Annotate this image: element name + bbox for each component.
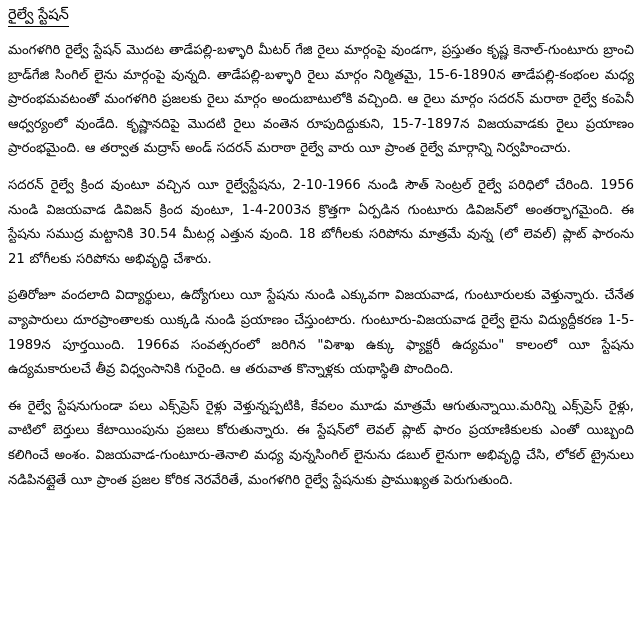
page-title: రైల్వే స్టేషన్ <box>8 4 69 27</box>
paragraph-commuters: ప్రతిరోజూ వందలాది విద్యార్థులు, ఉద్యోగులు యీ స్టేషను నుండి ఎక్కువగా విజయవాడ, గుంటూరులకు వెళ్తున్నారు. చేనేత వ్యాపారులు దూరప్రాంతాలకు యిక్కడి నుండి ప్రయాణం చేస్తుంటారు. గుంటూరు-విజయవాడ రైల్వే లైను విద్యుద్దీకరణ 1-5-1989న పూర్తయింది. 1966వ సంవత్సరంలో జరిగిన "విశాఖ ఉక్కు ఫ్యాక్టరీ ఉద్యమం" కాలంలో యీ స్టేషను ఉద్యమకారులచే తీవ్ర విధ్వంసానికి గురైంది. ఆ తరువాత కొన్నాళ్లకు యథాస్థితి పొందింది. <box>8 288 634 378</box>
paragraph-services: ఈ రైల్వే స్టేషనుగుండా పలు ఎక్స్‌ప్రెస్ రైళ్లు వెళ్తున్నప్పటికి, కేవలం మూడు మాత్రమే ఆగుతున్నాయి.మరిన్ని ఎక్స్‌ప్రెస్ రైళ్లు, వాటిలో బెర్తులు కేటాయింపును ప్రజలు కోరుతున్నారు. ఈ స్టేషన్‌లో లెవల్ ప్లాట్ ఫారం ప్రయాణికులకు ఎంతో యిబ్బంది కలిగించే అంశం. విజయవాడ-గుంటూరు-తెనాలి మధ్య వున్నసింగిల్ లైనును డబుల్ లైనుగా అభివృద్ధి చేసి, లోకల్ ట్రైనులు నడిపినట్లైతే యీ ప్రాంత ప్రజల కోరిక నెరవేరితే, మంగళగిరి రైల్వే స్టేషనుకు ప్రాముఖ్యత పెరుగుతుంది. <box>8 398 634 488</box>
paragraph-history: మంగళగిరి రైల్వే స్టేషన్ మొదట తాడేపల్లి-బళ్ళారి మీటర్ గేజి రైలు మార్గంపై వుండగా, ప్రస్తుతం కృష్ణ కెనాల్-గుంటూరు బ్రాంచి బ్రాడ్‌గేజి సింగిల్ లైను మార్గంపై వున్నది. తాడేపల్లి-బళ్ళారి రైలు మార్గం నిర్మితమై, 15-6-1890న తాడేపల్లి-కంభంల మధ్య ప్రారంభమవటంతో మంగళగిరి ప్రజలకు రైలు మార్గం అందుబాటులోకి వచ్చింది. ఆ రైలు మార్గం సదరన్ మరాఠా రైల్వే కంపెనీ ఆధ్వర్యంలో వుండేది. కృష్ణానదిపై మొదటి రైలు వంతెన రూపుదిద్దుకుని, 15-7-1897న విజయవాడకు రైలు ప్రయాణం ప్రారంభమైంది. ఆ తర్వాత మద్రాస్ అండ్ సదరన్ మరాఠా రైల్వే వారు యీ ప్రాంత రైల్వే మార్గాన్ని నిర్వహించారు. <box>8 43 634 157</box>
paragraph-division: సదరన్ రైల్వే క్రింద వుంటూ వచ్చిన యీ రైల్వేస్టేషను, 2-10-1966 నుండి సౌత్ సెంట్రల్ రైల్వే పరిధిలో చేరింది. 1956 నుండి విజయవాడ డివిజన్ క్రింద వుంటూ, 1-4-2003న క్రొత్తగా ఏర్పడిన గుంటూరు డివిజన్‌లో అంతర్భాగమైంది. ఈ స్టేషను సముద్ర మట్టానికి 30.54 మీటర్ల ఎత్తున వుంది. 18 బోగీలకు సరిపోను మాత్రమే వున్న (లో లెవల్) ప్లాట్ ఫారంను 21 బోగీలకు సరిపోను అభివృద్ధి చేశారు. <box>8 177 634 267</box>
